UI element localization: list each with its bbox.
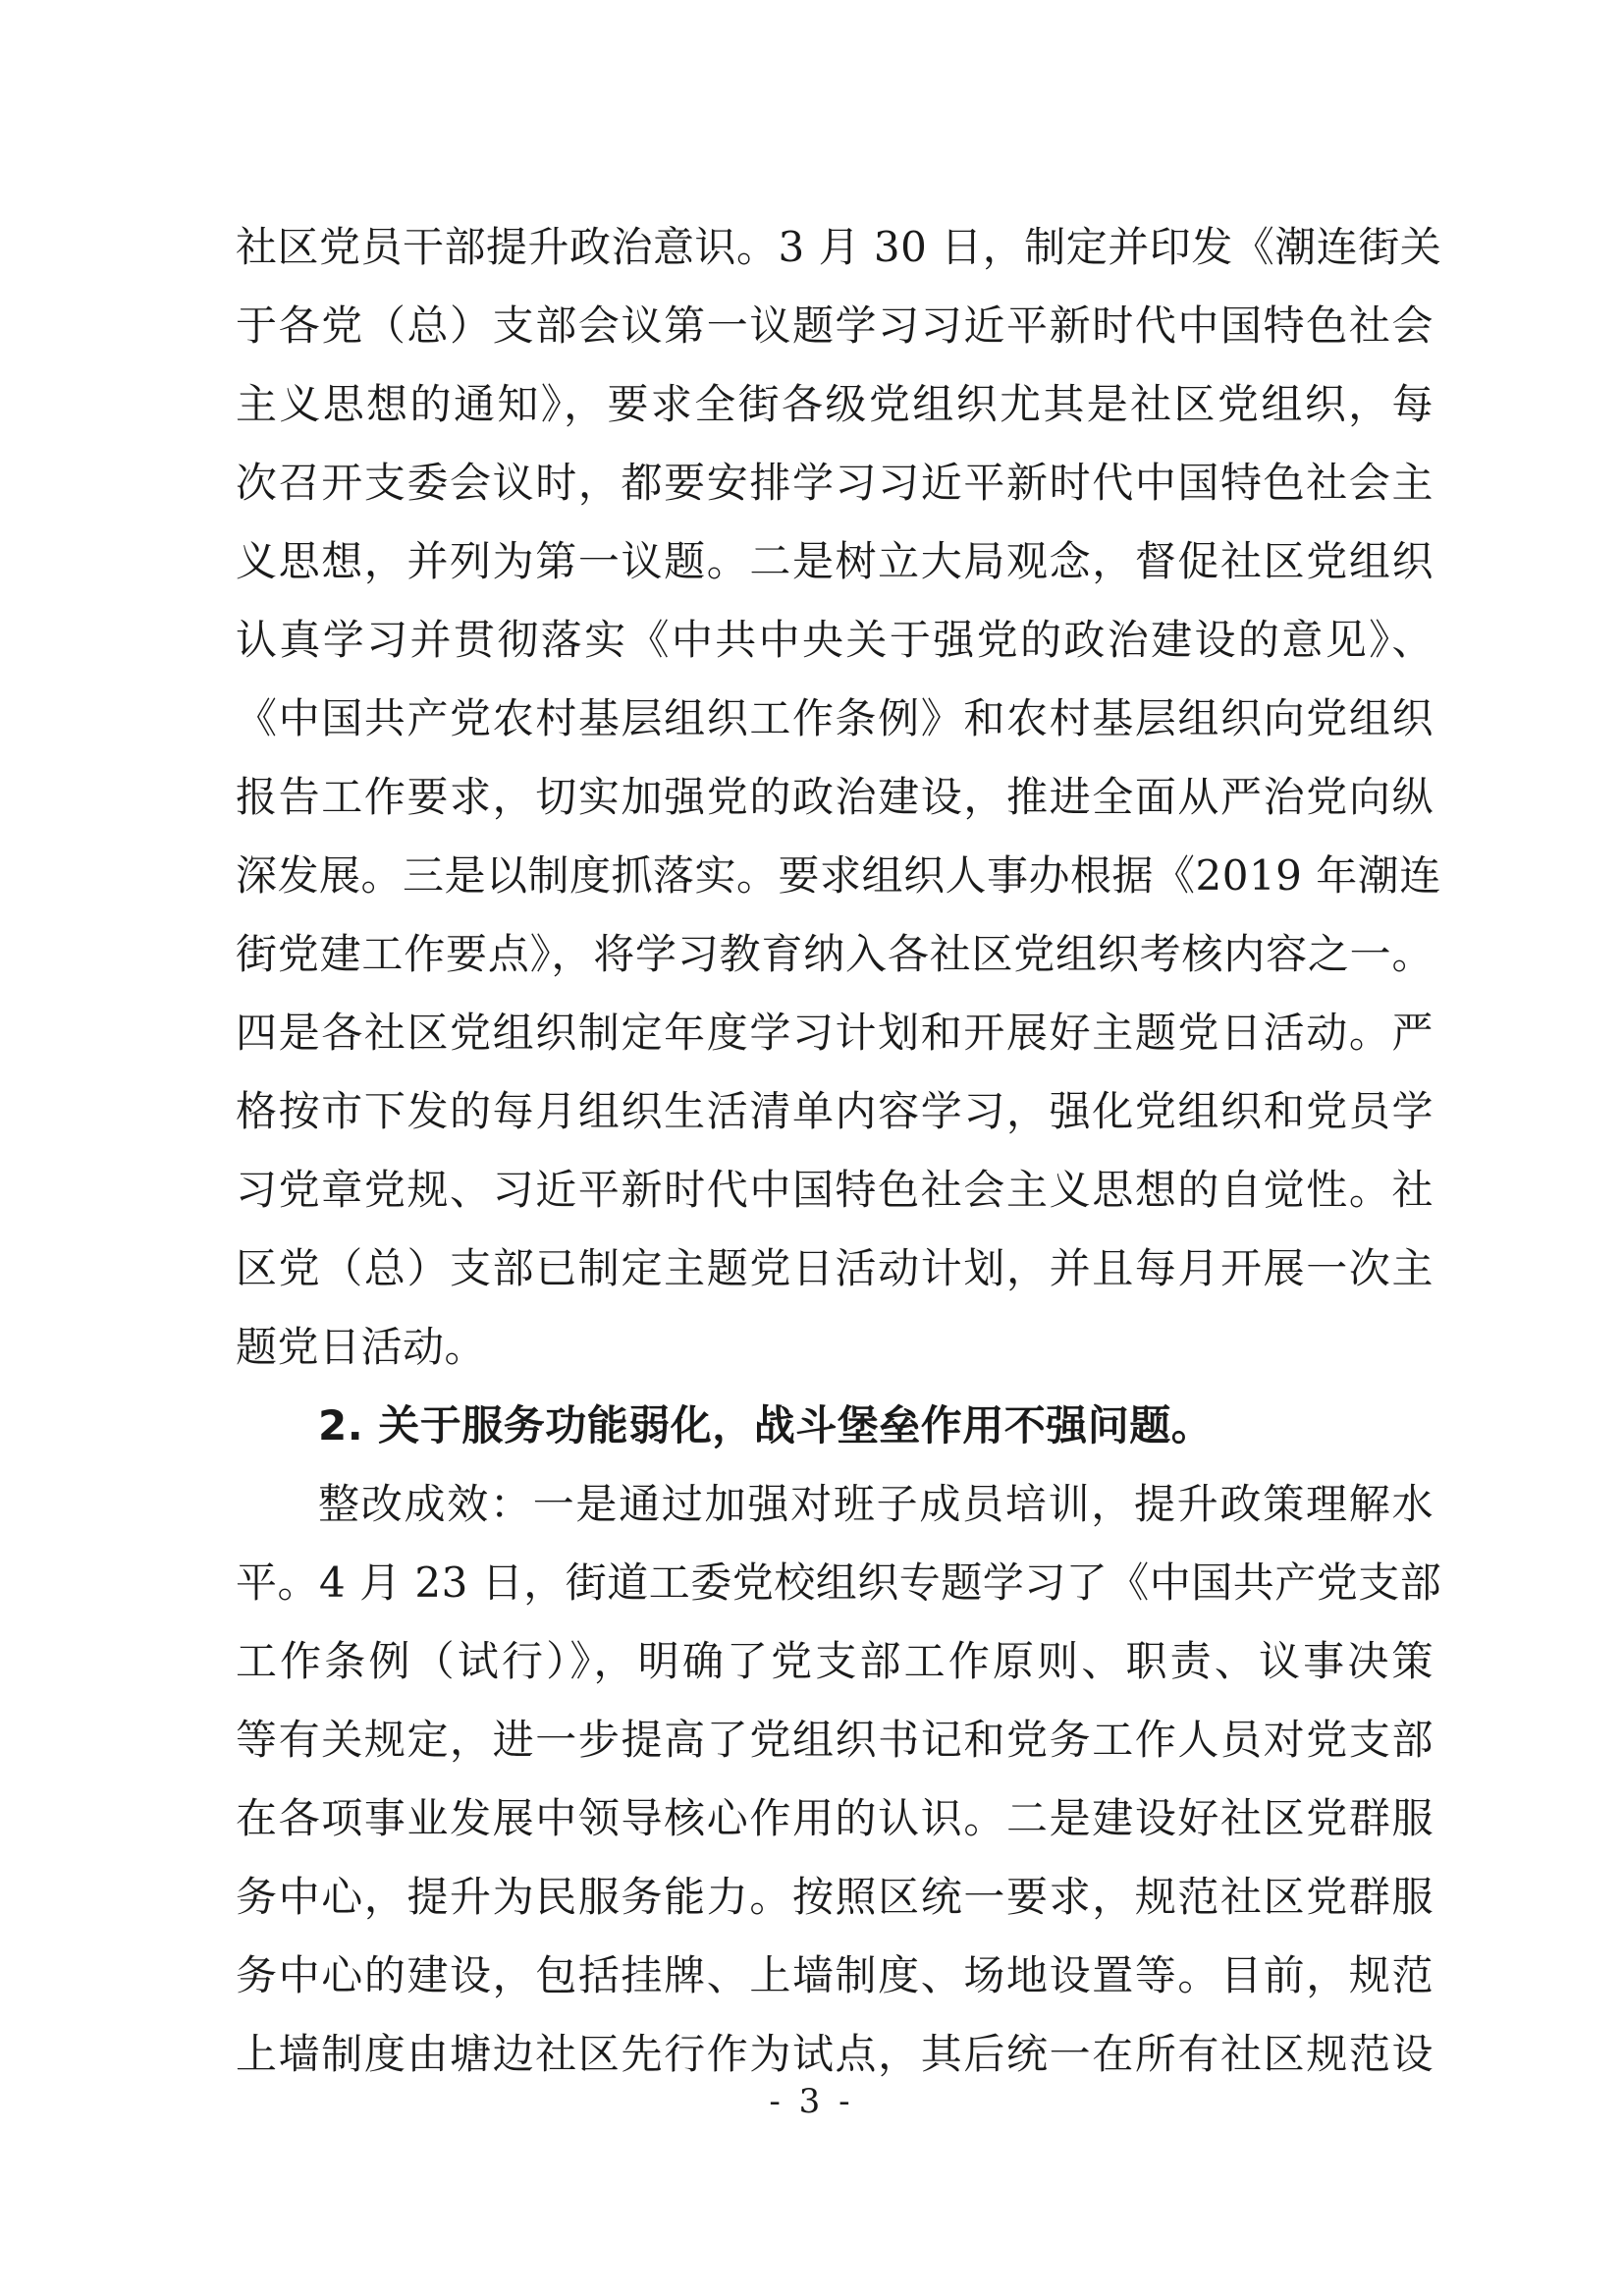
text-line: 题党日活动。 <box>236 1323 487 1371</box>
text-line: 等有关规定，进一步提高了党组织书记和党务工作人员对党支部 <box>236 1716 1434 1764</box>
text-line: 务中心，提升为民服务能力。按照区统一要求，规范社区党群服 <box>236 1873 1434 1921</box>
text-line: 习党章党规、习近平新时代中国特色社会主义思想的自觉性。社 <box>236 1166 1434 1214</box>
text-line: 上墙制度由塘边社区先行作为试点，其后统一在所有社区规范设 <box>236 2030 1434 2078</box>
text-line: 社区党员干部提升政治意识。3 月 30 日，制定并印发《潮连街关 <box>236 223 1442 271</box>
text-line: 《中国共产党农村基层组织工作条例》和农村基层组织向党组织 <box>236 694 1434 742</box>
text-line: 街党建工作要点》，将学习教育纳入各社区党组织考核内容之一。 <box>236 930 1434 978</box>
text-line: 在各项事业发展中领导核心作用的认识。二是建设好社区党群服 <box>236 1794 1434 1842</box>
text-line: 区党（总）支部已制定主题党日活动计划，并且每月开展一次主 <box>236 1244 1434 1292</box>
text-line: 次召开支委会议时，都要安排学习习近平新时代中国特色社会主 <box>236 459 1434 507</box>
text-line: 报告工作要求，切实加强党的政治建设，推进全面从严治党向纵 <box>236 773 1434 821</box>
text-line: 于各党（总）支部会议第一议题学习习近平新时代中国特色社会 <box>236 301 1434 350</box>
text-line: 义思想，并列为第一议题。二是树立大局观念，督促社区党组织 <box>236 537 1434 585</box>
text-line: 认真学习并贯彻落实《中共中央关于强党的政治建设的意见》、 <box>236 616 1434 664</box>
text-line: 工作条例（试行）》，明确了党支部工作原则、职责、议事决策 <box>236 1637 1434 1685</box>
page-number: - 3 - <box>769 2082 854 2121</box>
text-line: 务中心的建设，包括挂牌、上墙制度、场地设置等。目前，规范 <box>236 1951 1434 1999</box>
text-line: 深发展。三是以制度抓落实。要求组织人事办根据《2019 年潮连 <box>236 851 1441 900</box>
text-line: 整改成效：一是通过加强对班子成员培训，提升政策理解水 <box>318 1480 1434 1528</box>
text-line: 四是各社区党组织制定年度学习计划和开展好主题党日活动。严 <box>236 1009 1434 1057</box>
body-text <box>236 208 1442 2094</box>
text-line: 主义思想的通知》，要求全街各级党组织尤其是社区党组织，每 <box>236 380 1434 428</box>
section-heading: 2. 关于服务功能弱化，战斗堡垒作用不强问题。 <box>318 1401 1214 1449</box>
text-line: 格按市下发的每月组织生活清单内容学习，强化党组织和党员学 <box>236 1087 1434 1135</box>
text-line: 平。4 月 23 日，街道工委党校组织专题学习了《中国共产党支部 <box>236 1558 1442 1607</box>
